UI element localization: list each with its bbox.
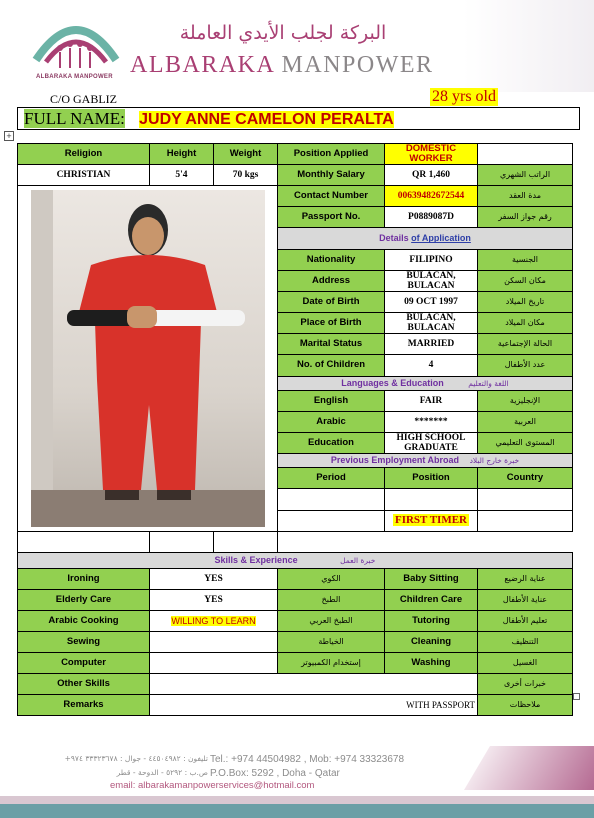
skill-label-ar: عناية الرضيع [478,569,573,590]
languages-title: Languages & Education [341,377,444,388]
table-row [18,695,573,716]
skill-label-ar: الخياطة [278,632,385,653]
nationality-label-ar: الجنسية [478,249,573,270]
skill-label-ar: التنظيف [478,632,573,653]
salary-label-ar: الراتب الشهري [478,165,573,186]
details-title-part-1: Details [379,233,409,244]
table-row [18,144,573,165]
contact-label: Contact Number [278,186,385,207]
remarks-label-ar: ملاحظات [478,695,573,716]
table-row [18,632,573,653]
footer-email[interactable]: email: albarakamanpowerservices@hotmail.com [110,780,315,791]
address-value: BULACAN, BULACAN [385,270,478,291]
table-resize-handle-icon[interactable] [573,693,580,700]
empty-cell [478,144,573,165]
position-label: Position Applied [278,144,385,165]
full-name-box [17,107,580,130]
table-row [18,674,573,695]
table-move-handle-icon[interactable]: + [4,131,14,141]
skills-section-title [18,553,573,569]
position-header: Position [385,468,478,489]
children-label-ar: عدد الأطفال [478,355,573,376]
skill-value [150,632,278,653]
pob-value: BULACAN, BULACAN [385,313,478,334]
applicant-photo [31,190,265,527]
education-value: HIGH SCHOOL GRADUATE [385,433,478,454]
address-label-ar: مكان السكن [478,270,573,291]
employment-cell [150,532,214,553]
skill-label: Sewing [18,632,150,653]
skill-label-ar: إستخدام الكمبيوتر [278,653,385,674]
footer-po-ar: ص.ب : ٥٢٩٢ - الدوحة - قطر [116,768,208,777]
other-skills-value [150,674,478,695]
table-row [18,186,573,207]
skill-label-ar: الكوي [278,569,385,590]
cv-table [17,143,573,716]
skill-value: YES [150,569,278,590]
nationality-label: Nationality [278,249,385,270]
applicant-photo-illustration [31,190,265,527]
first-timer-value: FIRST TIMER [394,514,468,527]
marital-label: Marital Status [278,334,385,355]
skill-value: YES [150,590,278,611]
contact-value: 00639482672544 [385,186,478,207]
logo-caption: ALBARAKA MANPOWER [36,74,113,80]
skill-label-ar: الغسيل [478,653,573,674]
skill-label-text: Baby Sitting [403,573,459,584]
nationality-value: FILIPINO [385,249,478,270]
details-section-title [278,228,573,249]
remarks-label: Remarks [18,695,150,716]
arabic-label: Arabic [278,411,385,432]
religion-header: Religion [18,144,150,165]
full-name-label: FULL NAME: [24,109,125,128]
skill-label-ar: عناية الأطفال [478,590,573,611]
height-value: 5'4 [150,165,214,186]
footer-band [0,796,594,804]
employment-cell [478,510,573,531]
passport-label-ar: رقم جواز السفر [478,207,573,228]
skill-label [385,569,478,590]
remarks-value: WITH PASSPORT [150,695,478,716]
dob-label: Date of Birth [278,291,385,312]
marital-value: MARRIED [385,334,478,355]
employment-title-ar: خبرة خارج البلاد [469,456,520,466]
skill-label [385,653,478,674]
period-header: Period [278,468,385,489]
education-label: Education [278,433,385,454]
footer [0,742,594,818]
employment-cell [214,532,278,553]
details-title-part-2: of Application [411,233,471,244]
skill-label: Ironing [18,569,150,590]
arabic-value: ******* [385,411,478,432]
english-company-name [130,52,434,79]
table-row [18,532,573,553]
skill-label-text: Washing [411,657,451,668]
skills-title-ar: خبرة العمل [340,556,376,565]
skill-label-ar: الطبخ [278,590,385,611]
table-row [18,590,573,611]
arabic-label-ar: العربية [478,411,573,432]
skill-label: Elderly Care [18,590,150,611]
employment-cell [385,489,478,510]
table-row [18,553,573,569]
table-row [18,569,573,590]
english-label: English [278,390,385,411]
skill-label-ar: الطبخ العربي [278,611,385,632]
age-badge: 28 yrs old [432,88,496,105]
care-of: C/O GABLIZ [50,92,117,106]
skills-title: Skills & Experience [214,555,298,565]
albaraka-logo-icon [30,8,122,84]
height-header: Height [150,144,214,165]
skill-label [385,590,478,611]
footer-decoration [464,746,594,790]
religion-value: CHRISTIAN [18,165,150,186]
position-value: DOMESTIC WORKER [385,144,478,165]
skill-value [150,653,278,674]
employment-cell [18,532,150,553]
languages-title-ar: اللغة والتعليم [468,378,509,388]
salary-label: Monthly Salary [278,165,385,186]
skill-label: Computer [18,653,150,674]
employment-cell [278,489,385,510]
other-skills-label-ar: خبرات أخرى [478,674,573,695]
skill-label [385,611,478,632]
employment-section-title [278,454,573,468]
footer-phone: Tel.: +974 44504982 , Mob: +974 33323678 [210,754,405,765]
pob-label-ar: مكان الميلاد [478,313,573,334]
company-name-part-2: MANPOWER [281,52,434,78]
letterhead [0,0,594,92]
company-name-part-1: ALBARAKA [130,52,275,78]
full-name-value: JUDY ANNE CAMELON PERALTA [139,111,394,128]
other-skills-label: Other Skills [18,674,150,695]
skill-label [385,632,478,653]
skill-label-text: Cleaning [410,636,452,647]
employment-cell [478,489,573,510]
weight-header: Weight [214,144,278,165]
country-header: Country [478,468,573,489]
english-value: FAIR [385,390,478,411]
weight-value: 70 kgs [214,165,278,186]
children-value: 4 [385,355,478,376]
passport-label: Passport No. [278,207,385,228]
footer-po: P.O.Box: 5292 , Doha - Qatar [210,768,340,779]
skill-label: Arabic Cooking [18,611,150,632]
table-row [18,653,573,674]
table-row [18,611,573,632]
skill-label-text: Children Care [399,594,463,605]
salary-value: QR 1,460 [385,165,478,186]
dob-label-ar: تاريخ الميلاد [478,291,573,312]
employment-cell [278,510,385,531]
footer-band-dark [0,804,594,818]
arabic-company-name: البركة لجلب الأيدي العاملة [179,22,387,44]
table-row [18,165,573,186]
languages-section-title [278,376,573,390]
contact-label-ar: مدة العقد [478,186,573,207]
skill-label-text: Tutoring [412,615,450,626]
photo-cell [18,186,278,532]
children-label: No. of Children [278,355,385,376]
skill-value: WILLING TO LEARN [171,615,256,626]
employment-title: Previous Employment Abroad [330,455,460,466]
passport-value: P0889087D [385,207,478,228]
education-label-ar: المستوى التعليمي [478,433,573,454]
pob-label: Place of Birth [278,313,385,334]
footer-phone-ar: تليفون : ٤٤٥٠٤٩٨٢ - جوال : ٣٣٣٢٣٦٧٨ ٩٧٤+ [64,754,208,763]
employment-position-cell [385,510,478,531]
skill-value-cell [150,611,278,632]
skill-label-ar: تعليم الأطفال [478,611,573,632]
marital-label-ar: الحالة الإجتماعية [478,334,573,355]
english-label-ar: الإنجليزية [478,390,573,411]
address-label: Address [278,270,385,291]
dob-value: 09 OCT 1997 [385,291,478,312]
